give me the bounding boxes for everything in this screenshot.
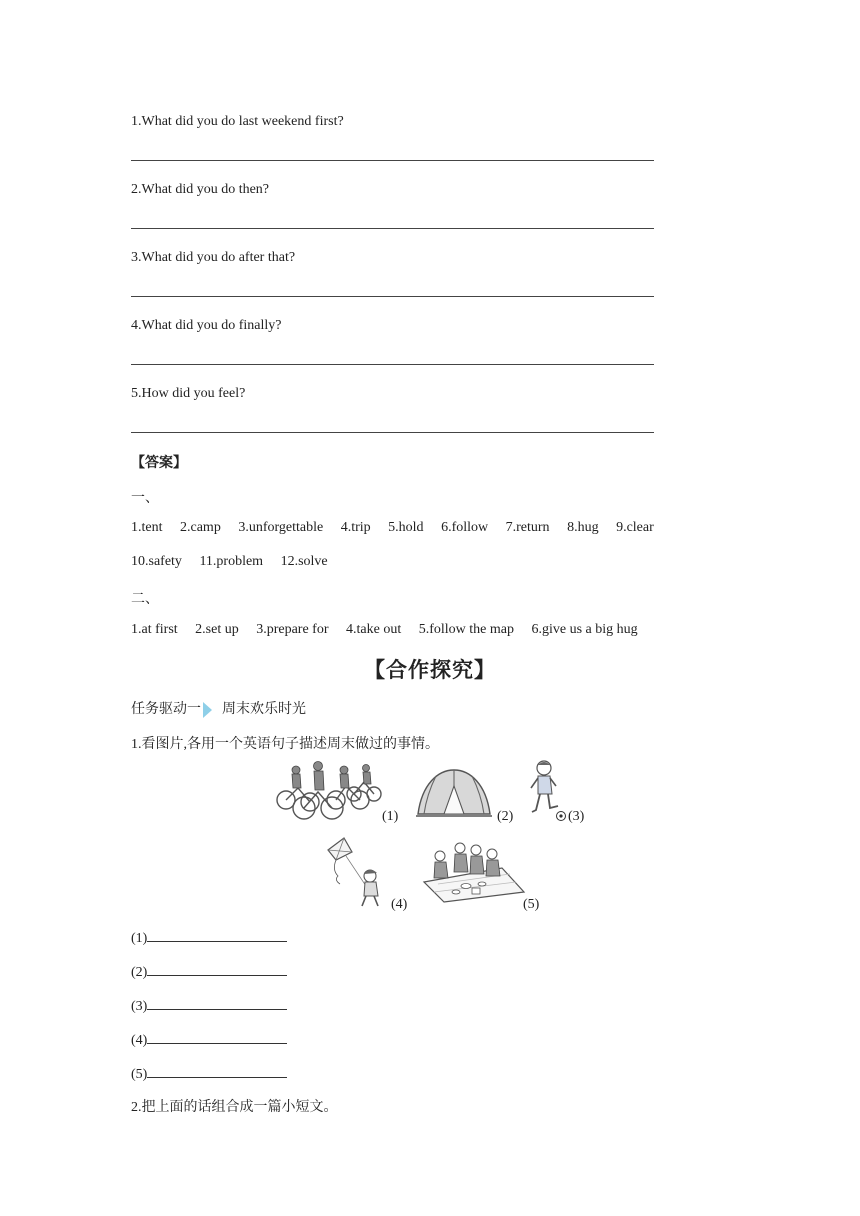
question-2: 2.What did you do then?: [131, 182, 270, 197]
boy-football-illustration: [528, 758, 570, 824]
answer-item: 5.follow the map: [418, 622, 514, 637]
picture-label-4: (4): [391, 897, 408, 912]
question-4: 4.What did you do finally?: [131, 318, 282, 333]
section2-answers: [131, 622, 638, 638]
fill-line-5[interactable]: [131, 1063, 287, 1083]
answer-item: 2.set up: [195, 622, 239, 637]
fill-blank[interactable]: [147, 1029, 287, 1044]
answer-item: 7.return: [505, 520, 550, 535]
section1-label: 一、: [131, 491, 159, 506]
answer-item: 5.hold: [388, 520, 424, 535]
answer-item: 3.prepare for: [256, 622, 329, 637]
fill-line-4[interactable]: [131, 1029, 287, 1049]
picture-label-5: (5): [523, 897, 540, 912]
answer-blank-1[interactable]: [131, 160, 654, 161]
answer-blank-4[interactable]: [131, 364, 654, 365]
fill-blank[interactable]: [147, 927, 287, 942]
answer-item: 6.give us a big hug: [531, 622, 638, 637]
picnic-illustration: [420, 838, 526, 904]
answer-item: 2.camp: [180, 520, 221, 535]
answer-item: 3.unforgettable: [238, 520, 324, 535]
answer-blank-3[interactable]: [131, 296, 654, 297]
fill-line-label: (4): [131, 1033, 148, 1048]
section-heading: 【合作探究】: [364, 658, 496, 682]
answer-item: 12.solve: [280, 554, 328, 569]
question-5: 5.How did you feel?: [131, 386, 246, 401]
fill-blank[interactable]: [147, 995, 287, 1010]
answer-blank-5[interactable]: [131, 432, 654, 433]
task-title: 周末欢乐时光: [222, 702, 306, 717]
task-prefix: 任务驱动一: [131, 702, 201, 717]
tent-illustration: [414, 764, 494, 822]
picture-label-2: (2): [497, 809, 514, 824]
answer-item: 9.clear: [616, 520, 654, 535]
answer-item: 1.tent: [131, 520, 163, 535]
answer-item: 8.hug: [567, 520, 599, 535]
answer-item: 10.safety: [131, 554, 182, 569]
answer-item: 11.problem: [199, 554, 264, 569]
answer-item: 4.take out: [346, 622, 402, 637]
section2-label: 二、: [131, 592, 159, 607]
question-3: 3.What did you do after that?: [131, 250, 296, 265]
section1-answers-row1: [131, 520, 654, 536]
answer-item: 6.follow: [441, 520, 489, 535]
cycling-family-illustration: [274, 758, 386, 822]
picture-label-3: (3): [568, 809, 585, 824]
fill-line-label: (3): [131, 999, 148, 1014]
fill-blank[interactable]: [147, 1063, 287, 1078]
fill-line-1[interactable]: [131, 927, 287, 947]
section1-answers-row2: [131, 554, 342, 570]
answer-item: 1.at first: [131, 622, 178, 637]
answer-title: 【答案】: [131, 456, 187, 471]
fill-line-label: (5): [131, 1067, 148, 1082]
answer-item: 4.trip: [340, 520, 371, 535]
answer-blank-2[interactable]: [131, 228, 654, 229]
fill-line-label: (2): [131, 965, 148, 980]
task-line: [131, 698, 306, 718]
instruction-2: 2.把上面的话组合成一篇小短文。: [131, 1100, 338, 1115]
arrow-icon: [203, 702, 212, 718]
instruction-1: 1.看图片,各用一个英语句子描述周末做过的事情。: [131, 737, 439, 752]
fill-line-2[interactable]: [131, 961, 287, 981]
fill-line-3[interactable]: [131, 995, 287, 1015]
fill-line-label: (1): [131, 931, 148, 946]
picture-label-1: (1): [382, 809, 399, 824]
question-1: 1.What did you do last weekend first?: [131, 114, 344, 129]
fill-blank[interactable]: [147, 961, 287, 976]
girl-kite-illustration: [322, 836, 392, 910]
